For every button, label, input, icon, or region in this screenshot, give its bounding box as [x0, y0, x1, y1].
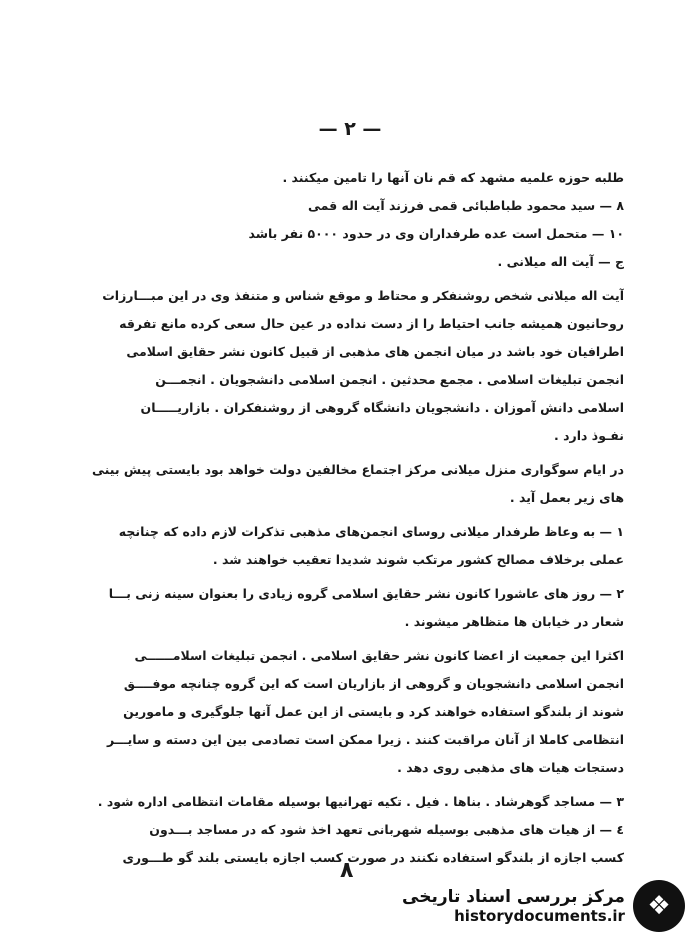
text-line: ۱ — به وعاظ طرفدار میلانی روسای انجمن‌های مذهبی تذکرات لازم داده که چنانچه	[118, 524, 624, 539]
text-line: طلبه حوزه علمیه مشهد که قم نان آنها را تامین میکنند .	[282, 170, 624, 185]
text-line: انتظامی کاملا از آنان مراقبت کنند . زیرا ممکن است تصادمی بین این دسته و سایـــر	[107, 732, 624, 747]
text-line: ج — آیت اله میلانی .	[497, 254, 624, 269]
text-line: آیت اله میلانی شخص روشنفکر و محتاط و موقع شناس و متنفذ وی در این مبـــارزات	[102, 288, 624, 303]
text-line: اسلامی دانش آموزان . دانشجویان دانشگاه گروهی از روشنفکران . بازاریـــــان	[140, 400, 624, 415]
text-line: دستجات هیات های مذهبی روی دهد .	[397, 760, 624, 775]
text-line: ۳ — مساجد گوهرشاد . بناها . فیل . تکیه تهرانیها بوسیله مقامات انتظامی اداره شود .	[97, 794, 624, 809]
text-line: شوند از بلندگو استفاده خواهند کرد و بایستی از این عمل آنها جلوگیری و مامورین	[123, 704, 624, 719]
text-line: های زیر بعمل آید .	[509, 490, 624, 505]
text-line: انجمن اسلامی دانشجویان و گروهی از بازاریان است که این گروه چنانچه موفــــق	[123, 676, 624, 691]
text-line: در ایام سوگواری منزل میلانی مرکز اجتماع مخالفین دولت خواهد بود بایستی پیش بینی	[91, 462, 624, 477]
text-line: ۸ — سید محمود طباطبائی قمی فرزند آیت اله قمی	[307, 198, 624, 213]
text-line: اطرافیان خود باشد در میان انجمن های مذهبی از قبیل کانون نشر حقایق اسلامی	[126, 344, 624, 359]
watermark-site: historydocuments.ir	[454, 907, 625, 925]
document-body	[60, 164, 624, 872]
page-number: — ۲ —	[318, 118, 382, 140]
text-line: ۲ — روز های عاشورا کانون نشر حقایق اسلامی گروه زیادی را بعنوان سینه زنی بـــا	[108, 586, 624, 601]
watermark-name: مرکز بررسی اسناد تاریخی	[402, 887, 625, 907]
text-line: نفـوذ دارد .	[554, 428, 624, 443]
archive-logo-icon: ❖	[633, 880, 685, 932]
watermark-text	[402, 887, 625, 925]
text-line: ۱۰ — متحمل است عده طرفداران وی در حدود ۵۰۰۰ نفر باشد	[248, 226, 624, 241]
text-line: عملی برخلاف مصالح کشور مرتکب شوند شدیدا تعقیب خواهند شد .	[212, 552, 624, 567]
text-line: انجمن تبلیغات اسلامی . مجمع محدثین . انجمن اسلامی دانشجویان . انجمـــن	[155, 372, 624, 387]
text-line: شعار در خیابان ها متظاهر میشوند .	[404, 614, 624, 629]
footer-mark: ٨	[340, 858, 354, 883]
text-line: اکثرا این جمعیت از اعضا کانون نشر حقایق اسلامی . انجمن تبلیغات اسلامــــــی	[134, 648, 624, 663]
text-line: کسب اجازه از بلندگو استفاده نکنند در صورت کسب اجازه بایستی بلند گو طـــوری	[122, 850, 624, 865]
text-line: روحانیون همیشه جانب احتیاط را از دست نداده در عین حال سعی کرده مانع تفرقه	[119, 316, 624, 331]
watermark	[402, 876, 692, 936]
text-line: ٤ — از هیات های مذهبی بوسیله شهربانی تعهد اخذ شود که در مساجد بـــدون	[149, 822, 624, 837]
